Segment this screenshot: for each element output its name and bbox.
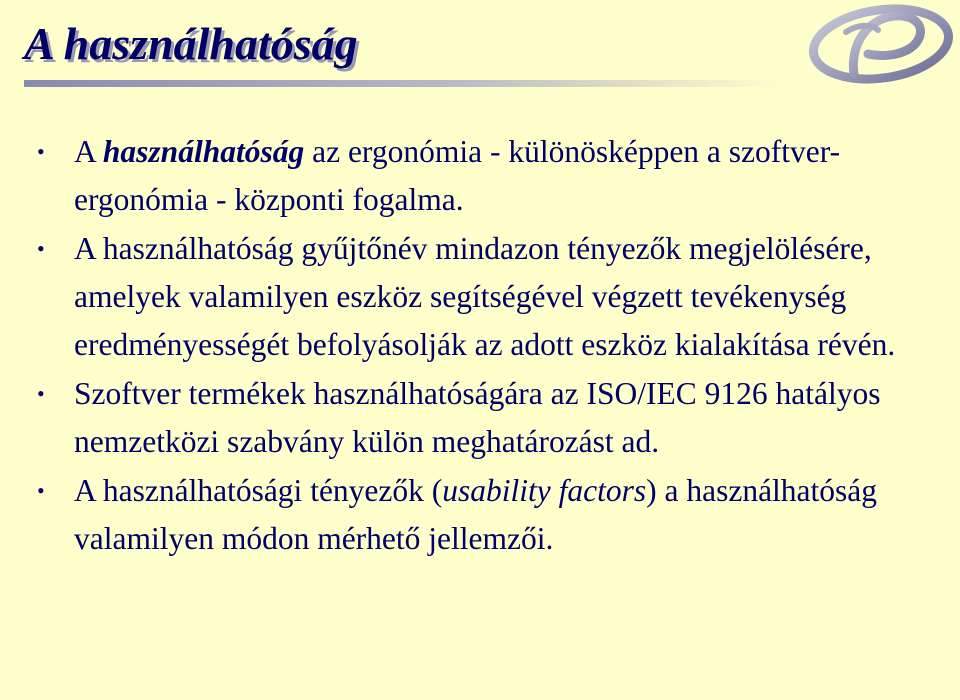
bullet-1-text-start: A (74, 134, 103, 169)
slide-title: A használhatóság (24, 18, 358, 69)
bullet-1-text-end: az ergonómia - különösképpen a szoftver-ergonómia - központi fogalma. (74, 134, 841, 217)
bullet-4-text-start: A használhatósági tényezők ( (74, 473, 443, 508)
bullet-4-text-end: ) a használhatóság valamilyen módon mérhető jellemzői. (74, 473, 878, 556)
bullet-2-text: A használhatóság gyűjtőnév mindazon tényezők megjelölésére, amelyek valamilyen eszköz segítségével végzett tevékenység eredményességét befolyásolják az adott eszköz kialakítása révén. (74, 231, 896, 362)
bullet-marker: • (37, 478, 45, 503)
company-logo-icon (806, 2, 956, 86)
bullet-1-emphasis: használhatóság (102, 134, 305, 169)
bullet-marker: • (37, 381, 45, 406)
bullet-3-text: Szoftver termékek használhatóságára az ISO/IEC 9126 hatályos nemzetközi szabvány külön meghatározást ad. (74, 376, 881, 459)
bullet-item-3 (0, 370, 960, 466)
bullet-marker: • (37, 236, 45, 261)
bullet-marker: • (37, 139, 45, 164)
bullet-item-4 (0, 467, 960, 563)
bullet-list (0, 128, 960, 564)
bullet-item-1 (0, 128, 960, 224)
bullet-item-2 (0, 225, 960, 369)
bullet-4-emphasis: usability factors (442, 473, 647, 508)
title-divider (24, 80, 784, 87)
